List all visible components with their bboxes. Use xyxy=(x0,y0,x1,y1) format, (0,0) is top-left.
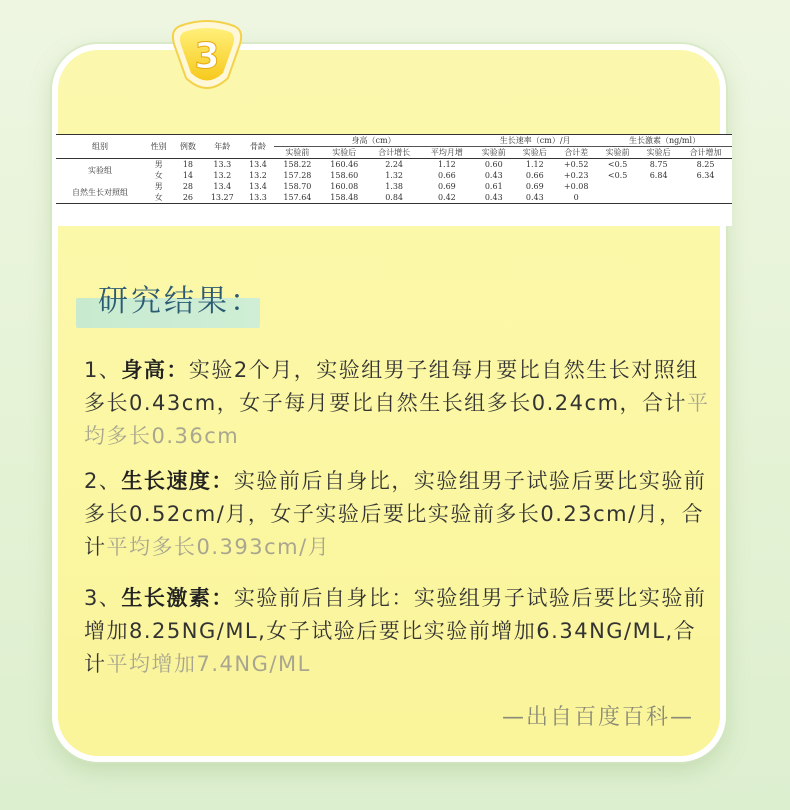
cell: 160.46 xyxy=(330,160,359,169)
results-heading xyxy=(76,280,263,324)
point-text: 实验前后自身比：实验组男子试验后要比实验前增加8.25NG/ML,女子试验后要比实验前增加6.34NG/ML,合计 xyxy=(84,586,707,676)
cell xyxy=(597,192,638,204)
sub-header: 实验前 xyxy=(605,148,630,157)
cell: 1.12 xyxy=(525,160,544,169)
result-point-height xyxy=(84,354,714,453)
cell: <0.5 xyxy=(607,160,628,169)
col-group: 组别 xyxy=(91,142,108,151)
cell: 13.2 xyxy=(249,171,267,180)
point-summary: 平均增加7.4NG/ML xyxy=(106,652,311,676)
cell: 0.61 xyxy=(484,182,503,191)
cell: 女 xyxy=(154,193,163,202)
group-hormone: 生长激素（ng/ml） xyxy=(597,135,732,147)
step-number-badge xyxy=(170,18,244,94)
results-heading-text: 研究结果： xyxy=(98,284,263,319)
cell: 男 xyxy=(154,160,163,169)
table-row xyxy=(56,170,732,181)
result-point-hormone xyxy=(84,582,714,681)
cell: 2.24 xyxy=(385,160,404,169)
point-title: 生长速度： xyxy=(121,469,234,493)
cell: 13.27 xyxy=(210,193,234,202)
cell: 6.34 xyxy=(696,171,715,180)
cell: 0.84 xyxy=(385,193,404,202)
cell: 13.4 xyxy=(249,160,267,169)
cell: <0.5 xyxy=(607,171,628,180)
cell: +0.52 xyxy=(563,160,589,169)
cell: 13.4 xyxy=(213,182,232,191)
sub-header: 实验前 xyxy=(285,148,310,157)
cell: 0.43 xyxy=(484,171,503,180)
point-number: 3、 xyxy=(84,586,122,610)
point-title: 生长激素： xyxy=(121,586,234,610)
cell xyxy=(638,181,679,192)
sub-header: 平均月增 xyxy=(430,148,463,157)
table-row xyxy=(56,159,732,171)
group-name: 实验组 xyxy=(87,165,112,175)
group-name: 自然生长对照组 xyxy=(71,187,128,197)
cell: 14 xyxy=(182,171,193,180)
sub-header: 实验前 xyxy=(481,148,506,157)
cell: 0.69 xyxy=(437,182,456,191)
sub-header: 合计差 xyxy=(564,148,589,157)
cell: 8.75 xyxy=(649,160,668,169)
sub-header: 合计增加 xyxy=(689,148,722,157)
col-sex: 性别 xyxy=(150,142,167,151)
cell: 28 xyxy=(182,182,193,191)
cell xyxy=(597,181,638,192)
table-row xyxy=(56,192,732,204)
cell: 18 xyxy=(182,160,193,169)
point-summary: 平均多长0.36cm xyxy=(84,391,710,448)
cell: 0.43 xyxy=(525,193,544,202)
sub-header: 合计增长 xyxy=(378,148,411,157)
cell: 160.08 xyxy=(330,182,359,191)
cell: 男 xyxy=(154,182,163,191)
point-text: 实验2个月，实验组男子组每月要比自然生长对照组多长0.43cm，女子每月要比自然生长组多长0.24cm，合计 xyxy=(84,358,699,415)
group-speed: 生长速率（cm）/月 xyxy=(473,135,597,147)
point-title: 身高： xyxy=(121,358,189,382)
sub-header: 实验后 xyxy=(332,148,357,157)
cell: 0.42 xyxy=(437,193,456,202)
data-table xyxy=(56,134,732,226)
cell: 0.66 xyxy=(525,171,544,180)
cell: 0 xyxy=(573,193,579,202)
sub-header: 实验后 xyxy=(646,148,671,157)
cell: 0.43 xyxy=(484,193,503,202)
col-age: 年龄 xyxy=(214,142,231,151)
cell: 158.60 xyxy=(330,171,359,180)
cell xyxy=(638,192,679,204)
cell: 1.38 xyxy=(385,182,404,191)
cell: 1.12 xyxy=(437,160,456,169)
cell: 13.4 xyxy=(249,182,267,191)
point-text: 实验前后自身比，实验组男子试验后要比实验前多长0.52cm/月，女子实验后要比实验前多长0.23cm/月，合计 xyxy=(84,469,707,559)
cell: +0.08 xyxy=(563,182,589,191)
sub-header: 实验后 xyxy=(522,148,547,157)
result-point-speed xyxy=(84,465,714,564)
cell: 158.22 xyxy=(283,160,312,169)
cell: 6.84 xyxy=(649,171,668,180)
cell: 13.3 xyxy=(213,160,232,169)
cell: 女 xyxy=(154,171,163,180)
col-count: 例数 xyxy=(179,142,196,151)
cell: 13.2 xyxy=(213,171,232,180)
cell: 26 xyxy=(182,193,193,202)
cell: 0.69 xyxy=(525,182,544,191)
point-number: 2、 xyxy=(84,469,122,493)
cell: 1.32 xyxy=(385,171,404,180)
cell: 0.66 xyxy=(437,171,456,180)
cell xyxy=(679,192,732,204)
cell: 158.70 xyxy=(283,182,312,191)
table-row xyxy=(56,181,732,192)
cell: 8.25 xyxy=(696,160,715,169)
point-number: 1、 xyxy=(84,358,122,382)
cell: 158.48 xyxy=(330,193,359,202)
group-height: 身高（cm） xyxy=(274,135,473,147)
cell: 13.3 xyxy=(249,193,267,202)
col-bone-age: 骨龄 xyxy=(249,142,266,151)
source-citation: —出自百度百科— xyxy=(501,705,694,730)
cell xyxy=(679,181,732,192)
cell: 157.64 xyxy=(283,193,312,202)
step-number: 3 xyxy=(194,36,220,77)
point-summary: 平均多长0.393cm/月 xyxy=(106,535,331,559)
cell: 0.60 xyxy=(484,160,503,169)
cell: 157.28 xyxy=(283,171,312,180)
cell: +0.23 xyxy=(563,171,589,180)
